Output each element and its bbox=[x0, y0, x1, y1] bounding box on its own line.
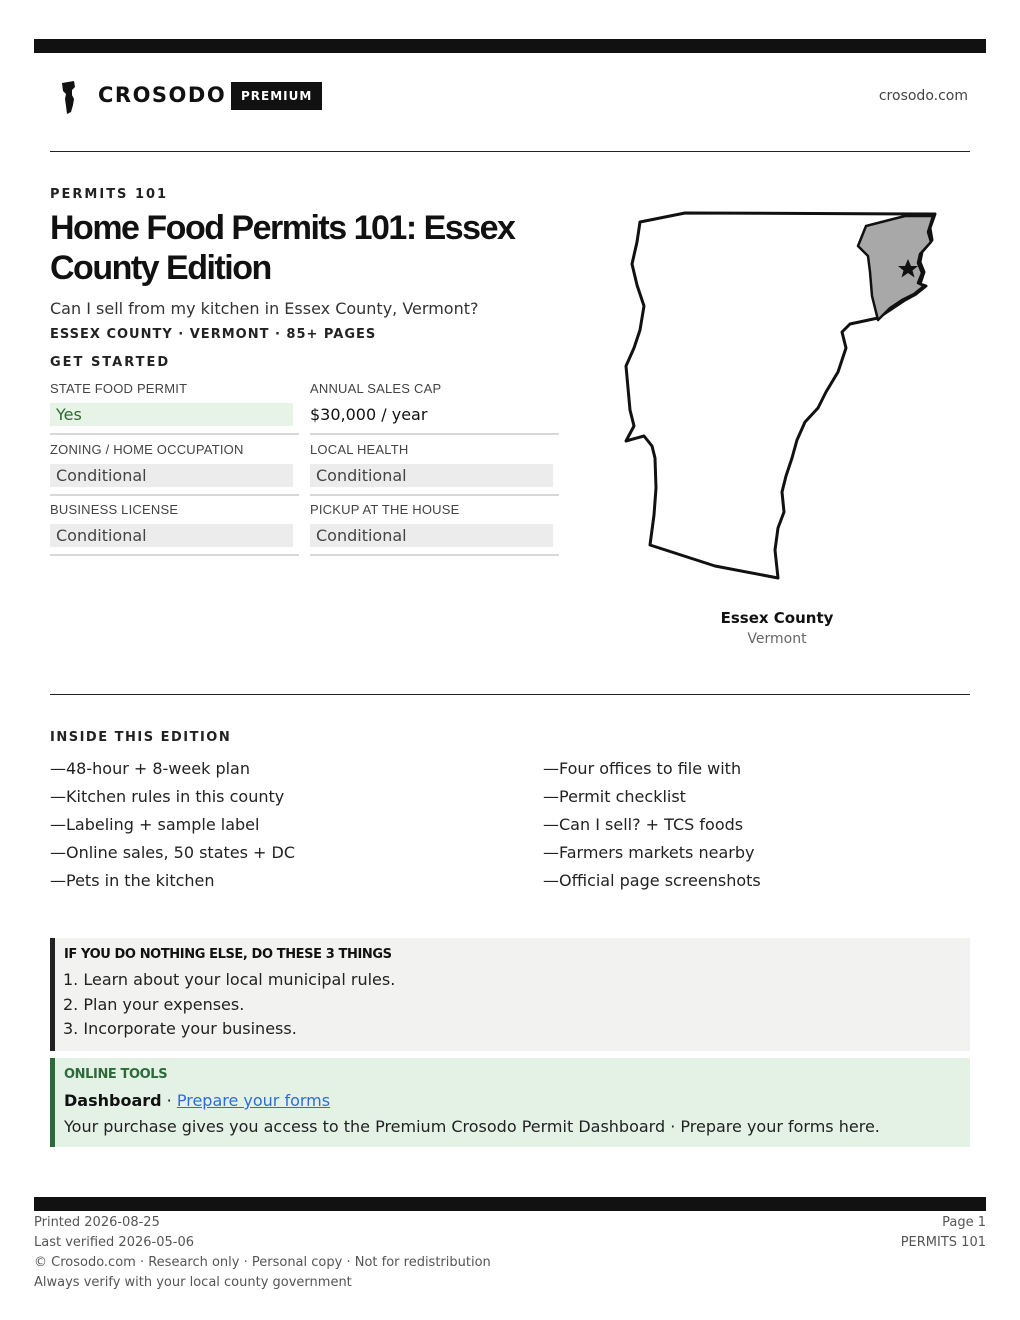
callout-box bbox=[50, 938, 970, 1051]
footer-left bbox=[34, 1213, 491, 1293]
callout-item: 1. Learn about your local municipal rules. bbox=[63, 970, 396, 989]
permit-value: Conditional bbox=[50, 464, 293, 487]
toc-item[interactable]: —Kitchen rules in this county bbox=[50, 787, 285, 806]
callout-item: 3. Incorporate your business. bbox=[63, 1019, 297, 1038]
inside-title: INSIDE THIS EDITION bbox=[50, 730, 232, 745]
permit-value: $30,000 / year bbox=[310, 405, 428, 424]
brand-name: CROSODO bbox=[98, 83, 227, 107]
toc-item[interactable]: —48-hour + 8-week plan bbox=[50, 759, 250, 778]
tools-dashboard-line bbox=[64, 1091, 330, 1110]
county-map bbox=[615, 205, 950, 585]
permit-cell-local-health bbox=[310, 442, 559, 496]
divider bbox=[50, 694, 970, 695]
permit-label: BUSINESS LICENSE bbox=[50, 502, 179, 517]
callout-title: IF YOU DO NOTHING ELSE, DO THESE 3 THINGS bbox=[64, 947, 392, 962]
vermont-logo-icon bbox=[60, 81, 80, 115]
subtitle: Can I sell from my kitchen in Essex County, Vermont? bbox=[50, 299, 479, 318]
bottom-bar bbox=[34, 1197, 986, 1211]
map-county-label: Essex County bbox=[720, 609, 834, 627]
toc-right bbox=[543, 759, 761, 899]
tools-description: Your purchase gives you access to the Premium Crosodo Permit Dashboard · Prepare your forms here. bbox=[64, 1117, 880, 1136]
permit-cell-pickup bbox=[310, 502, 559, 556]
toc-item[interactable]: —Labeling + sample label bbox=[50, 815, 260, 834]
permit-label: STATE FOOD PERMIT bbox=[50, 381, 188, 396]
permit-cell-business-license bbox=[50, 502, 299, 556]
permit-cell-state-food bbox=[50, 381, 299, 435]
toc-item[interactable]: —Permit checklist bbox=[543, 787, 686, 806]
toc-item[interactable]: —Official page screenshots bbox=[543, 871, 761, 890]
top-bar bbox=[34, 39, 986, 53]
footer-section: PERMITS 101 bbox=[900, 1235, 986, 1250]
permit-value: Yes bbox=[50, 403, 293, 426]
toc-left bbox=[50, 759, 295, 899]
map-state-label: Vermont bbox=[747, 631, 807, 647]
footer-right bbox=[901, 1213, 986, 1253]
disclaimer: Always verify with your local county government bbox=[34, 1275, 352, 1290]
callout-item: 2. Plan your expenses. bbox=[63, 994, 245, 1014]
online-tools-box bbox=[50, 1058, 970, 1147]
permit-label: ANNUAL SALES CAP bbox=[310, 381, 442, 396]
meta-line: ESSEX COUNTY · VERMONT · 85+ PAGES bbox=[50, 327, 377, 342]
permit-label: LOCAL HEALTH bbox=[310, 442, 409, 457]
toc-item[interactable]: —Farmers markets nearby bbox=[543, 843, 755, 862]
toc-item[interactable]: —Four offices to file with bbox=[543, 759, 742, 778]
toc-item[interactable]: —Can I sell? + TCS foods bbox=[543, 815, 744, 834]
permit-label: PICKUP AT THE HOUSE bbox=[310, 502, 460, 517]
permit-value: Conditional bbox=[50, 524, 293, 547]
printed-date: Printed 2026-08-25 bbox=[34, 1215, 160, 1230]
site-url[interactable]: crosodo.com bbox=[878, 88, 968, 104]
permit-cell-sales-cap bbox=[310, 381, 559, 435]
copyright: © Crosodo.com · Research only · Personal copy · Not for redistribution bbox=[34, 1255, 491, 1270]
premium-badge: PREMIUM bbox=[231, 82, 322, 110]
permit-value: Conditional bbox=[310, 524, 553, 547]
separator: · bbox=[161, 1091, 177, 1110]
prepare-forms-link[interactable]: Prepare your forms bbox=[176, 1091, 331, 1110]
permit-value: Conditional bbox=[310, 464, 553, 487]
dashboard-label: Dashboard bbox=[64, 1091, 162, 1110]
permit-cell-zoning bbox=[50, 442, 299, 496]
toc-item[interactable]: —Pets in the kitchen bbox=[50, 871, 215, 890]
section-label: GET STARTED bbox=[50, 355, 171, 370]
kicker: PERMITS 101 bbox=[50, 187, 169, 202]
header bbox=[50, 78, 970, 118]
verified-date: Last verified 2026-05-06 bbox=[34, 1235, 194, 1250]
permit-label: ZONING / HOME OCCUPATION bbox=[50, 442, 244, 457]
callout-list bbox=[63, 970, 395, 1044]
tools-title: ONLINE TOOLS bbox=[64, 1067, 168, 1082]
page-title: Home Food Permits 101: Essex County Edition bbox=[50, 209, 515, 287]
toc-item[interactable]: —Online sales, 50 states + DC bbox=[50, 843, 296, 862]
page-number: Page 1 bbox=[942, 1215, 986, 1230]
divider bbox=[50, 151, 970, 152]
